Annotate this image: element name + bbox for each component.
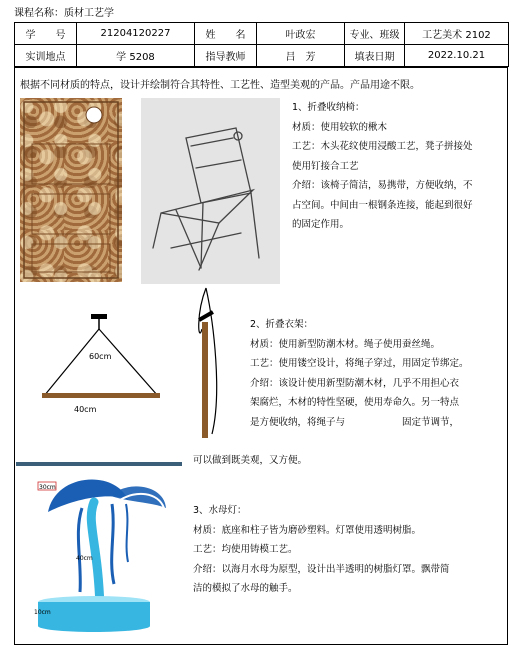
item1-line: 材质：使用较软的楸木 [292,121,388,133]
item2-text [250,315,469,432]
value-major-class: 工艺美术 2102 [405,23,509,45]
item3-line: 材质：底座和柱子皆为磨砂塑料。灯罩使用透明树脂。 [193,524,422,536]
label-location: 实训地点 [15,45,77,67]
item1-line: 介绍：该椅子简洁，易携带，方便收纳，不 [292,180,473,191]
item2-line: 是方便收纳，将绳子与 固定节调节， [250,416,460,428]
item3-line: 介绍：以海月水母为原型，设计出半透明的树脂灯罩。飘带简 [193,563,450,575]
item1-text [292,98,473,235]
chair-sketch-image [141,98,280,284]
label-name: 姓 名 [195,23,257,45]
value-date: 2022.10.21 [405,45,509,67]
value-student-id: 21204120227 [77,23,195,45]
item1-title: 1、折叠收纳椅： [292,102,365,113]
item1-line: 的固定作用。 [292,219,350,230]
item3-line: 工艺：均使用铸模工艺。 [193,544,298,555]
bar-length-label: 40cm [74,405,97,414]
item1-line: 使用钉接合工艺 [292,160,359,172]
label-student-id: 学 号 [15,23,77,45]
folded-hanger-diagram [192,284,228,440]
item2-line: 介绍：该设计使用新型防潮木材，几乎不用担心衣 [250,377,460,389]
item2-line: 工艺：使用镂空设计，将绳子穿过，用固定节绑定。 [250,358,469,369]
label-date: 填表日期 [345,45,405,67]
item3-line: 洁的模拟了水母的触手。 [193,583,298,594]
item3-text [193,501,450,599]
item2-line: 架腐烂，木材的特性坚硬，使用寿命久。另一特点 [250,397,460,408]
item1-line: 工艺：木头花纹使用浸酸工艺，凳子拼接处 [292,141,473,152]
value-teacher: 吕 芳 [257,45,345,67]
label-teacher: 指导教师 [195,45,257,67]
item1-line: 占空间。中间由一根钢条连接，能起到很好 [292,199,473,211]
item2-title: 2、折叠衣架： [250,319,314,330]
lamp-width-label: 30cm [39,484,56,491]
item3-title: 3、水母灯： [193,505,247,516]
item2-line: 材质：使用新型防潮木材。绳子使用蚕丝绳。 [250,338,441,350]
intro-text: 根据不同材质的特点，设计并绘制符合其特性、工艺性、造型美观的产品。产品用途不限。 [20,80,420,91]
label-major-class: 专业、班级 [345,23,405,45]
info-row [15,45,509,67]
wood-door-image [20,98,122,282]
info-table [14,22,509,67]
value-name: 叶政宏 [257,23,345,45]
lamp-diagram [16,462,182,638]
course-title: 课程名称：质材工艺学 [14,8,114,19]
rope-length-label: 60cm [89,352,112,361]
lamp-base-label: 10cm [34,609,51,616]
info-row [15,23,509,45]
item2-tail: 可以做到既美观，又方便。 [193,455,308,466]
value-location: 学 5208 [77,45,195,67]
lamp-height-label: 40cm [76,555,93,562]
hanger-diagram [36,300,168,420]
